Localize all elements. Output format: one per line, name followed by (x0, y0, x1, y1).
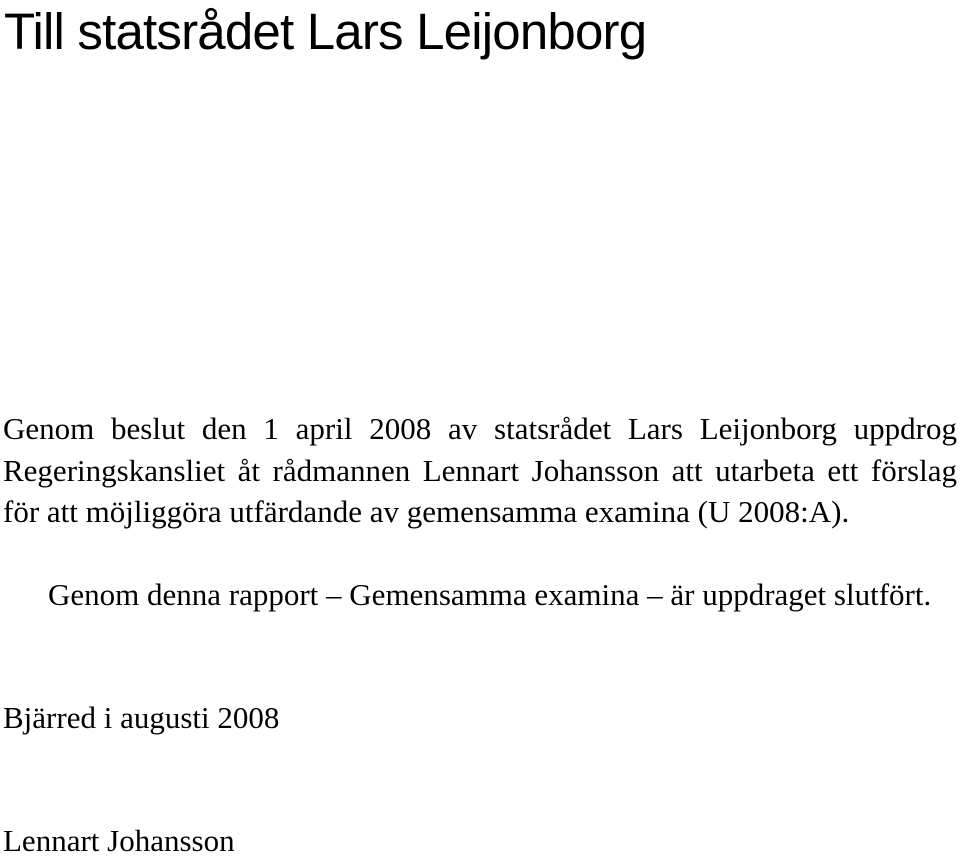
place-date: Bjärred i augusti 2008 (3, 700, 280, 735)
paragraph-completion: Genom denna rapport – Gemensamma examina – är uppdraget slutfört. (48, 577, 932, 612)
signature-name: Lennart Johansson (3, 823, 235, 858)
page-title: Till statsrådet Lars Leijonborg (4, 3, 647, 60)
paragraph-assignment: Genom beslut den 1 april 2008 av statsrådet Lars Leijonborg uppdrog Regeringskansliet åt rådmannen Lennart Johansson att utarbeta ett förslag för att möjliggöra utfärdande av gemensamma examina (U 2008:A). (3, 411, 957, 529)
